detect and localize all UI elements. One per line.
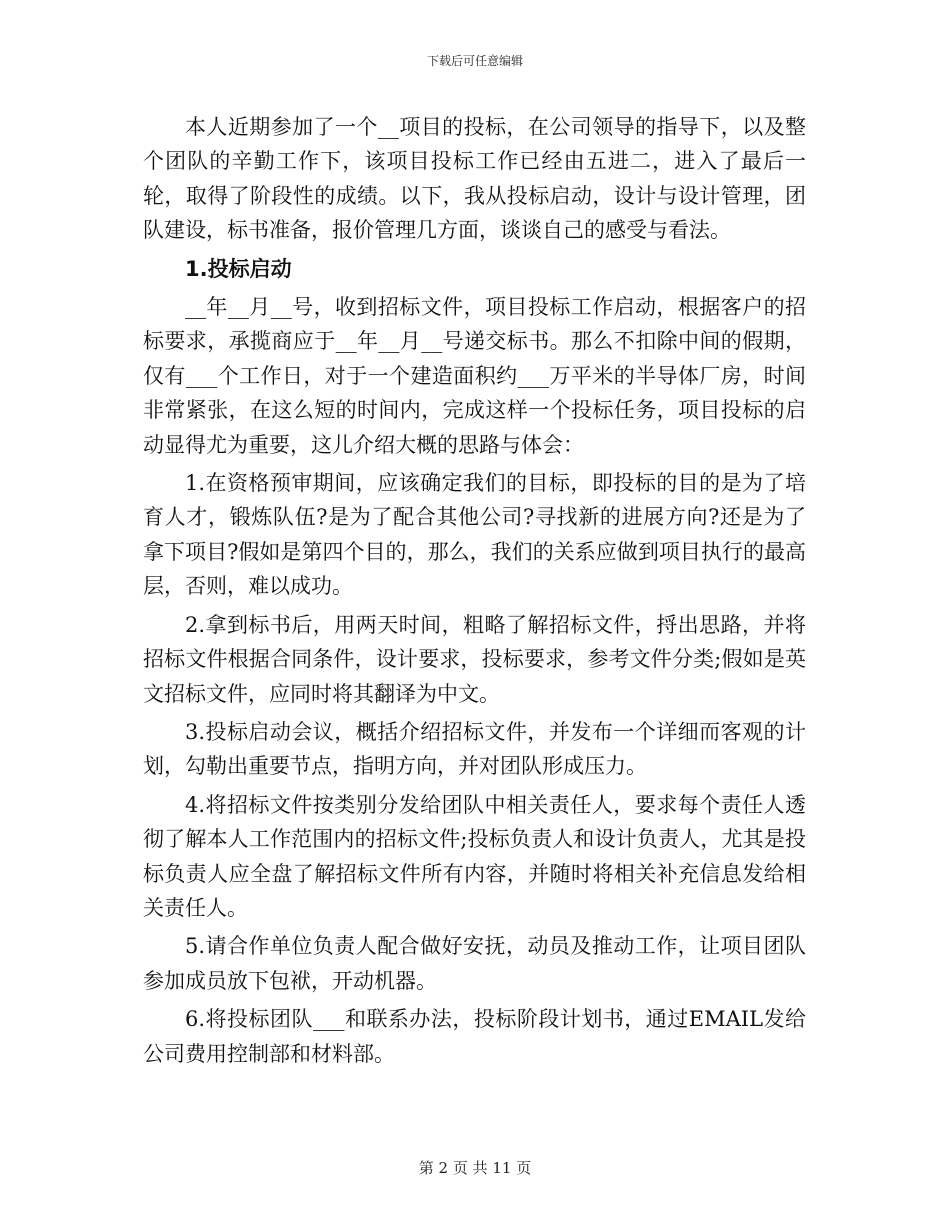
- document-body: [143, 110, 806, 1075]
- intro-paragraph: 本人近期参加了一个__项目的投标，在公司领导的指导下，以及整个团队的辛勤工作下，该项目投标工作已经由五进二，进入了最后一轮，取得了阶段性的成绩。以下，我从投标启动，设计与设计管理，团队建设，标书准备，报价管理几方面，谈谈自己的感受与看法。: [143, 115, 806, 243]
- list-item-1: 1.在资格预审期间，应该确定我们的目标，即投标的目的是为了培育人才，锻炼队伍?是为了配合其他公司?寻找新的进展方向?还是为了拿下项目?假如是第四个目的，那么，我们的关系应做到项目执行的最高层，否则，难以成功。: [143, 471, 806, 599]
- list-item-4: 4.将招标文件按类别分发给团队中相关责任人，要求每个责任人透彻了解本人工作范围内的招标文件;投标负责人和设计负责人，尤其是投标负责人应全盘了解招标文件所有内容，并随时将相关补充信息发给相关责任人。: [143, 792, 806, 920]
- list-item-5: 5.请合作单位负责人配合做好安抚，动员及推动工作，让项目团队参加成员放下包袱，开动机器。: [143, 934, 806, 993]
- list-item-3: 3.投标启动会议，概括介绍招标文件，并发布一个详细而客观的计划，勾勒出重要节点，指明方向，并对团队形成压力。: [143, 719, 806, 779]
- list-item-6: 6.将投标团队___和联系办法，投标阶段计划书，通过EMAIL发给公司费用控制部和材料部。: [143, 1007, 806, 1066]
- section-intro-paragraph: __年__月__号，收到招标文件，项目投标工作启动，根据客户的招标要求，承揽商应于__年__月__号递交标书。那么不扣除中间的假期，仅有___个工作日，对于一个建造面积约___万平米的半导体厂房，时间非常紧张，在这么短的时间内，完成这样一个投标任务，项目投标的启动显得尤为重要，这儿介绍大概的思路与体会：: [143, 295, 806, 457]
- list-item-2: 2.拿到标书后，用两天时间，粗略了解招标文件，捋出思路，并将招标文件根据合同条件，设计要求，投标要求，参考文件分类;假如是英文招标文件，应同时将其翻译为中文。: [143, 612, 806, 706]
- page-number: 第 2 页 共 11 页: [418, 1159, 532, 1177]
- page-header: 下载后可任意编辑: [426, 54, 523, 68]
- section-heading: 1.投标启动: [185, 256, 292, 281]
